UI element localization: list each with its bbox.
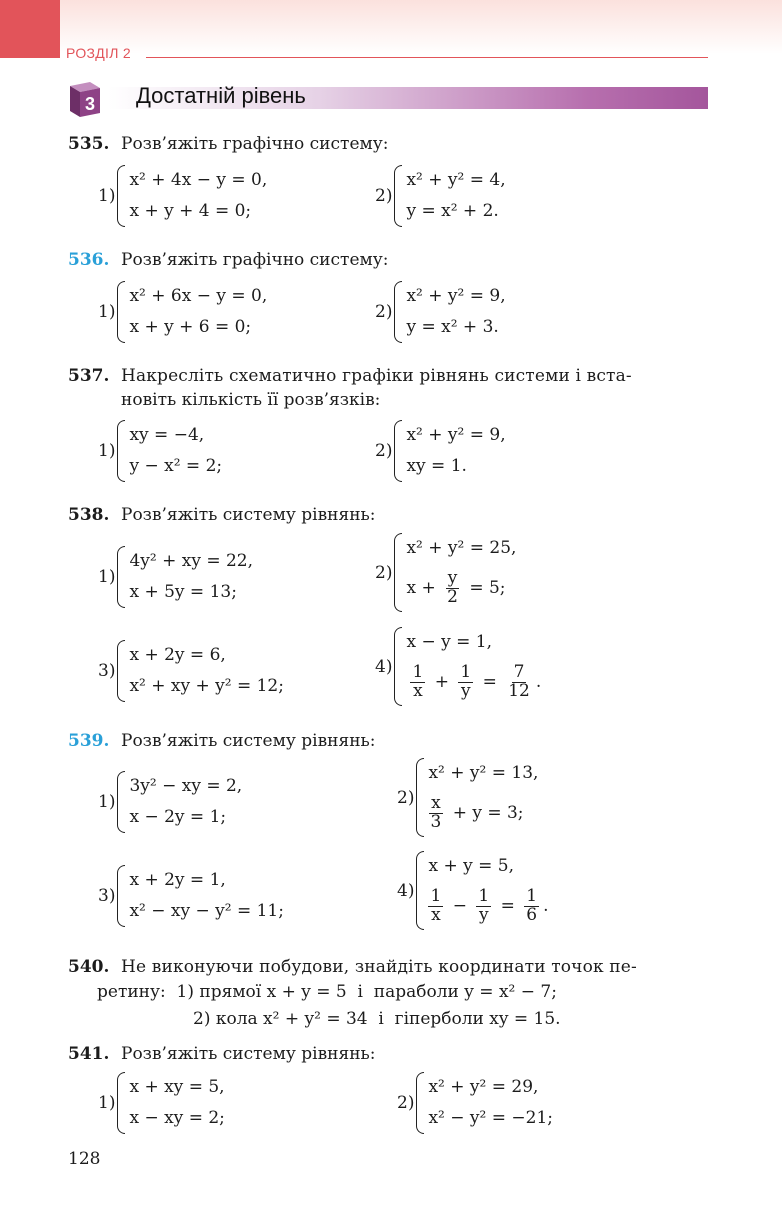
system-label: 4): [397, 880, 415, 901]
level-title: Достатній рівень: [136, 83, 306, 108]
equation: xy = 1.: [406, 456, 467, 476]
problem-text: Розв’яжіть систему рівнянь:: [121, 1044, 376, 1064]
problem-text: Розв’яжіть систему рівнянь:: [121, 505, 376, 525]
system-539-2: [397, 758, 538, 837]
system-label: 2): [397, 787, 415, 808]
system-brace: [394, 165, 402, 227]
system-brace: [394, 627, 402, 706]
level-number: 3: [84, 94, 96, 114]
problem-number: 541.: [68, 1044, 110, 1064]
fraction: $\frac{7}{12}$: [508, 662, 530, 701]
equation: x² − xy − y² = 11;: [129, 901, 284, 921]
system-541-2: [397, 1072, 553, 1134]
system-label: 2): [375, 186, 393, 206]
system-label: 2): [397, 1093, 415, 1113]
equation-with-fraction: x + $\frac{y}{2}$ = 5;: [406, 568, 506, 607]
system-539-3: [98, 865, 284, 927]
system-541-1: [98, 1072, 225, 1134]
system-brace: [416, 758, 424, 837]
corner-tab: [0, 0, 60, 58]
problem-text-cont: новіть кількість її розв’язків:: [121, 390, 381, 410]
system-label: 1): [98, 186, 116, 206]
system-brace: [394, 281, 402, 343]
system-536-2: [375, 281, 506, 343]
system-539-1: [98, 771, 242, 833]
equation: y − x² = 2;: [129, 456, 223, 476]
equation: x + y + 6 = 0;: [129, 317, 252, 337]
system-538-1: [98, 546, 253, 608]
equation-with-fraction: $\frac{x}{3}$ + y = 3;: [430, 793, 524, 832]
system-537-2: [375, 420, 506, 482]
problem-text: Не виконуючи побудови, знайдіть координати точок пе-: [121, 957, 637, 977]
system-label: 1): [98, 1093, 116, 1113]
fraction: $\frac{x}{3}$: [430, 793, 442, 832]
system-brace: [394, 420, 402, 482]
equation: x² − y² = −21;: [428, 1108, 553, 1128]
equation-with-fractions: $\frac{1}{x}$ + $\frac{1}{y}$ = $\frac{7}{12}$ .: [412, 662, 542, 701]
problem-text: Накресліть схематично графіки рівнянь системи і вста-: [121, 366, 632, 386]
system-label: 1): [98, 567, 116, 587]
equation: x + y = 5,: [428, 856, 514, 876]
system-brace: [117, 546, 125, 608]
system-536-1: [98, 281, 267, 343]
system-brace: [117, 281, 125, 343]
problem-text: Розв’яжіть графічно систему:: [121, 134, 389, 154]
system-label: 2): [375, 562, 393, 583]
problem-number: 538.: [68, 505, 110, 525]
equation: x − xy = 2;: [129, 1108, 225, 1128]
system-label: 1): [98, 441, 116, 461]
problem-number: 536.: [68, 250, 110, 270]
equation: x + 5y = 13;: [129, 582, 237, 602]
equation: x² + 6x − y = 0,: [129, 286, 268, 306]
problem-number: 535.: [68, 134, 110, 154]
system-538-3: [98, 640, 284, 702]
system-brace: [117, 1072, 125, 1134]
equation: x + 2y = 1,: [129, 870, 226, 890]
equation: x² + y² = 4,: [406, 170, 506, 190]
level-cube-icon: [68, 80, 102, 118]
equation: y = x² + 3.: [406, 317, 499, 337]
fraction: $\frac{1}{6}$: [526, 886, 538, 925]
system-label: 4): [375, 656, 393, 677]
equation: x² + y² = 9,: [406, 286, 506, 306]
problem-text: Розв’яжіть графічно систему:: [121, 250, 389, 270]
system-brace: [117, 420, 125, 482]
equation: x + xy = 5,: [129, 1077, 225, 1097]
equation: x² + y² = 25,: [406, 538, 517, 558]
fraction: $\frac{1}{y}$: [460, 662, 472, 701]
system-label: 3): [98, 661, 116, 681]
equation: x + y + 4 = 0;: [129, 201, 252, 221]
problem-text: Розв’яжіть систему рівнянь:: [121, 731, 376, 751]
equation: xy = −4,: [129, 425, 205, 445]
system-brace: [117, 865, 125, 927]
section-rule: [146, 57, 708, 58]
system-535-1: [98, 165, 267, 227]
equation: x² + xy + y² = 12;: [129, 676, 284, 696]
system-brace: [117, 165, 125, 227]
equation: 4y² + xy = 22,: [129, 551, 254, 571]
system-label: 2): [375, 441, 393, 461]
system-brace: [394, 533, 402, 612]
problem-number: 540.: [68, 957, 110, 977]
fraction: $\frac{1}{y}$: [478, 886, 490, 925]
fraction: $\frac{y}{2}$: [447, 568, 458, 607]
system-538-2: [375, 533, 516, 612]
problem-number: 539.: [68, 731, 110, 751]
equation: x − y = 1,: [406, 632, 492, 652]
equation: x² + y² = 9,: [406, 425, 506, 445]
problem-text-cont: ретину: 1) прямої x + y = 5 і параболи y = x² − 7;: [97, 982, 557, 1002]
equation: x² + 4x − y = 0,: [129, 170, 268, 190]
equation: x + 2y = 6,: [129, 645, 226, 665]
system-label: 3): [98, 886, 116, 906]
system-537-1: [98, 420, 222, 482]
fraction: $\frac{1}{x}$: [412, 662, 424, 701]
problem-number: 537.: [68, 366, 110, 386]
system-brace: [117, 640, 125, 702]
system-brace: [416, 851, 424, 930]
system-538-4: [375, 627, 541, 706]
system-label: 2): [375, 302, 393, 322]
equation-with-fractions: $\frac{1}{x}$ − $\frac{1}{y}$ = $\frac{1}{6}$ .: [430, 886, 549, 925]
system-brace: [117, 771, 125, 833]
page-number: 128: [68, 1149, 101, 1169]
equation: 3y² − xy = 2,: [129, 776, 243, 796]
equation: x − 2y = 1;: [129, 807, 227, 827]
problem-text-cont: 2) кола x² + y² = 34 і гіперболи xy = 15.: [193, 1009, 561, 1029]
system-brace: [416, 1072, 424, 1134]
system-label: 1): [98, 792, 116, 812]
system-539-4: [397, 851, 548, 930]
section-label: РОЗДІЛ 2: [66, 45, 132, 61]
fraction: $\frac{1}{x}$: [430, 886, 442, 925]
equation: x² + y² = 13,: [428, 763, 539, 783]
equation: y = x² + 2.: [406, 201, 499, 221]
system-535-2: [375, 165, 506, 227]
equation: x² + y² = 29,: [428, 1077, 539, 1097]
system-label: 1): [98, 302, 116, 322]
